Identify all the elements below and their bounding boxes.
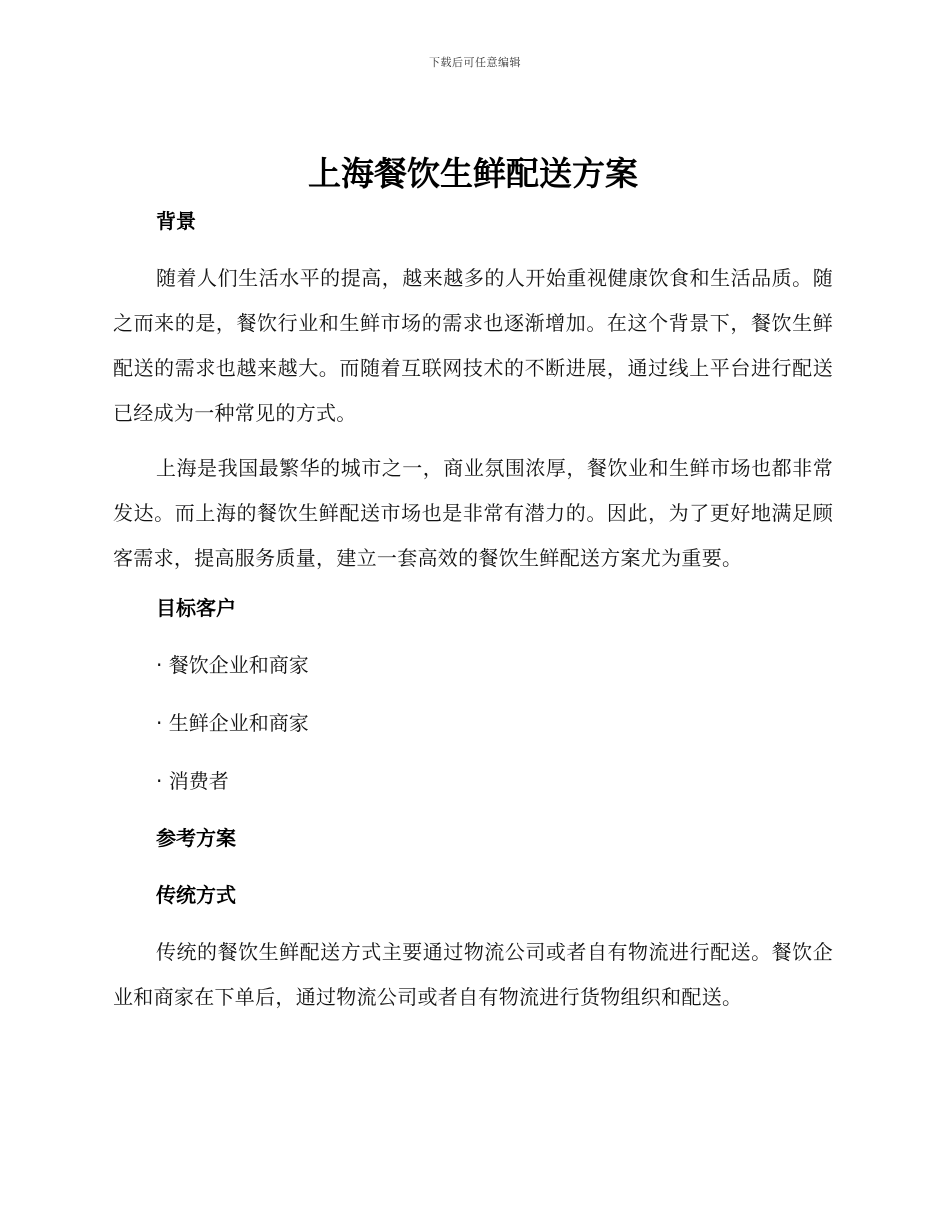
document-body <box>113 148 833 1020</box>
list-item-fresh-food: · 生鲜企业和商家 <box>156 711 309 735</box>
paragraph-background-1: 随着人们生活水平的提高，越来越多的人开始重视健康饮食和生活品质。随之而来的是，餐饮行业和生鲜市场的需求也逐渐增加。在这个背景下，餐饮生鲜配送的需求也越来越大。而随着互联网技术的不断进展，通过线上平台进行配送已经成为一种常见的方式。 <box>113 266 833 425</box>
section-heading-target-customers: 目标客户 <box>156 596 236 620</box>
section-heading-reference-plan: 参考方案 <box>156 826 236 850</box>
page-header-note: 下载后可任意编辑 <box>429 56 521 69</box>
list-item-catering: · 餐饮企业和商家 <box>156 653 309 677</box>
list-item-consumers: · 消费者 <box>156 769 229 793</box>
paragraph-traditional-1: 传统的餐饮生鲜配送方式主要通过物流公司或者自有物流进行配送。餐饮企业和商家在下单后，通过物流公司或者自有物流进行货物组织和配送。 <box>113 940 833 1009</box>
section-heading-background: 背景 <box>156 209 196 233</box>
section-heading-traditional: 传统方式 <box>156 883 236 907</box>
document-title: 上海餐饮生鲜配送方案 <box>308 154 638 193</box>
paragraph-background-2: 上海是我国最繁华的城市之一，商业氛围浓厚，餐饮业和生鲜市场也都非常发达。而上海的餐饮生鲜配送市场也是非常有潜力的。因此，为了更好地满足顾客需求，提高服务质量，建立一套高效的餐饮生鲜配送方案尤为重要。 <box>113 456 833 570</box>
